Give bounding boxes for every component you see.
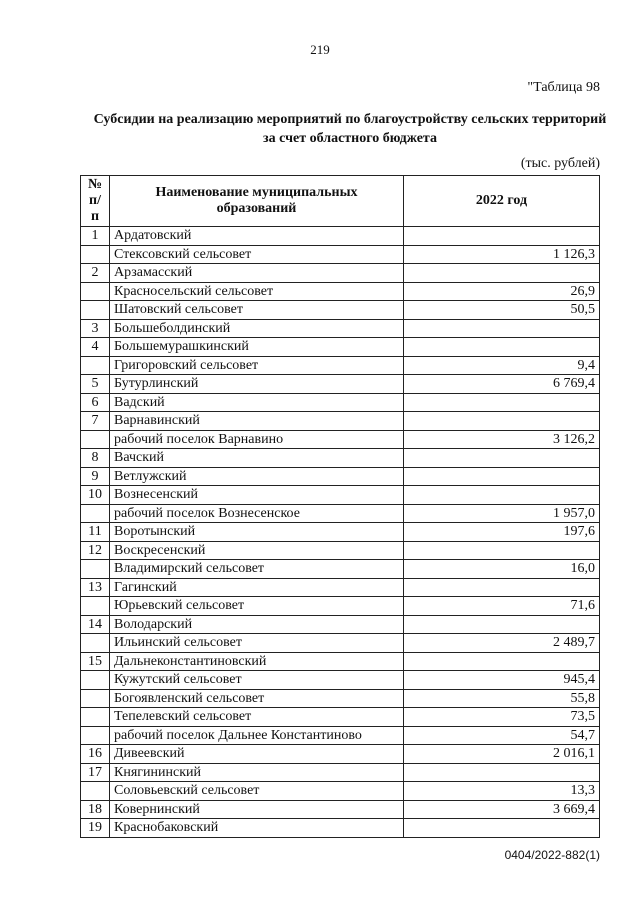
table-row	[81, 541, 600, 560]
row-number	[81, 430, 110, 449]
row-value	[404, 578, 600, 597]
row-value	[404, 412, 600, 431]
row-name: Ковернинский	[110, 800, 404, 819]
row-value: 197,6	[404, 523, 600, 542]
row-value: 50,5	[404, 301, 600, 320]
header-num: № п/п	[81, 176, 110, 227]
row-name: Княгининский	[110, 763, 404, 782]
row-value	[404, 449, 600, 468]
row-value: 54,7	[404, 726, 600, 745]
row-name: Володарский	[110, 615, 404, 634]
row-name: Дальнеконстантиновский	[110, 652, 404, 671]
row-value	[404, 467, 600, 486]
row-value: 71,6	[404, 597, 600, 616]
row-number	[81, 504, 110, 523]
table-row	[81, 763, 600, 782]
row-number: 5	[81, 375, 110, 394]
row-number	[81, 245, 110, 264]
table-row	[81, 486, 600, 505]
page-number: 219	[310, 42, 330, 57]
row-number: 7	[81, 412, 110, 431]
row-name: Тепелевский сельсовет	[110, 708, 404, 727]
row-name: Краснобаковский	[110, 819, 404, 838]
table-row	[81, 634, 600, 653]
row-number: 2	[81, 264, 110, 283]
row-number: 3	[81, 319, 110, 338]
row-value: 6 769,4	[404, 375, 600, 394]
table-row	[81, 800, 600, 819]
table-row	[81, 245, 600, 264]
row-value	[404, 541, 600, 560]
row-number	[81, 634, 110, 653]
row-number	[81, 726, 110, 745]
table-row	[81, 652, 600, 671]
row-number: 13	[81, 578, 110, 597]
row-value	[404, 319, 600, 338]
table-row	[81, 671, 600, 690]
row-value: 13,3	[404, 782, 600, 801]
row-name: Кужутский сельсовет	[110, 671, 404, 690]
row-number: 14	[81, 615, 110, 634]
row-number: 11	[81, 523, 110, 542]
row-value: 16,0	[404, 560, 600, 579]
header-name: Наименование муниципальных образований	[110, 176, 404, 227]
table-row	[81, 782, 600, 801]
row-value	[404, 763, 600, 782]
row-value	[404, 227, 600, 246]
row-number: 4	[81, 338, 110, 357]
row-name: Юрьевский сельсовет	[110, 597, 404, 616]
table-row	[81, 301, 600, 320]
row-number	[81, 597, 110, 616]
table-row	[81, 560, 600, 579]
row-name: Ардатовский	[110, 227, 404, 246]
row-name: Соловьевский сельсовет	[110, 782, 404, 801]
table-row	[81, 375, 600, 394]
row-name: Красносельский сельсовет	[110, 282, 404, 301]
row-name: рабочий поселок Вознесенское	[110, 504, 404, 523]
table-row	[81, 449, 600, 468]
row-value: 2 489,7	[404, 634, 600, 653]
row-value: 73,5	[404, 708, 600, 727]
row-value: 55,8	[404, 689, 600, 708]
row-name: рабочий поселок Дальнее Константиново	[110, 726, 404, 745]
row-name: Ветлужский	[110, 467, 404, 486]
row-number	[81, 282, 110, 301]
row-value: 1 126,3	[404, 245, 600, 264]
table-row	[81, 578, 600, 597]
row-name: Воскресенский	[110, 541, 404, 560]
row-number	[81, 782, 110, 801]
row-number: 16	[81, 745, 110, 764]
row-number: 9	[81, 467, 110, 486]
table-row	[81, 467, 600, 486]
row-value: 2 016,1	[404, 745, 600, 764]
row-name: Большеболдинский	[110, 319, 404, 338]
row-value: 9,4	[404, 356, 600, 375]
row-name: рабочий поселок Варнавино	[110, 430, 404, 449]
table-row	[81, 615, 600, 634]
row-name: Ильинский сельсовет	[110, 634, 404, 653]
row-name: Богоявленский сельсовет	[110, 689, 404, 708]
row-number: 19	[81, 819, 110, 838]
row-number: 8	[81, 449, 110, 468]
table-header-row	[81, 176, 600, 227]
table-body	[81, 227, 600, 838]
row-value	[404, 264, 600, 283]
row-value	[404, 615, 600, 634]
document-title: Субсидии на реализацию мероприятий по благоустройству сельских территорий за счет областного бюджета	[93, 112, 607, 146]
table-row	[81, 819, 600, 838]
row-number	[81, 671, 110, 690]
table-row	[81, 338, 600, 357]
row-value: 1 957,0	[404, 504, 600, 523]
table-label: "Таблица 98	[527, 80, 600, 95]
table-row	[81, 319, 600, 338]
row-value	[404, 652, 600, 671]
row-name: Стексовский сельсовет	[110, 245, 404, 264]
row-number: 18	[81, 800, 110, 819]
row-value	[404, 819, 600, 838]
table-row	[81, 412, 600, 431]
header-year: 2022 год	[404, 176, 600, 227]
table-row	[81, 264, 600, 283]
table-row	[81, 726, 600, 745]
row-number	[81, 301, 110, 320]
row-number: 17	[81, 763, 110, 782]
table-row	[81, 356, 600, 375]
row-name: Шатовский сельсовет	[110, 301, 404, 320]
row-number	[81, 356, 110, 375]
row-number: 6	[81, 393, 110, 412]
table-row	[81, 597, 600, 616]
table-row	[81, 282, 600, 301]
row-name: Владимирский сельсовет	[110, 560, 404, 579]
row-name: Дивеевский	[110, 745, 404, 764]
row-value	[404, 338, 600, 357]
row-value: 3 669,4	[404, 800, 600, 819]
table-row	[81, 689, 600, 708]
units-label: (тыс. рублей)	[520, 156, 600, 171]
row-number	[81, 560, 110, 579]
row-name: Гагинский	[110, 578, 404, 597]
row-number	[81, 689, 110, 708]
row-name: Григоровский сельсовет	[110, 356, 404, 375]
row-name: Варнавинский	[110, 412, 404, 431]
table-row	[81, 745, 600, 764]
row-number: 12	[81, 541, 110, 560]
table-row	[81, 523, 600, 542]
subsidy-table	[80, 175, 600, 838]
row-number	[81, 708, 110, 727]
row-name: Вадский	[110, 393, 404, 412]
row-name: Вачский	[110, 449, 404, 468]
row-name: Вознесенский	[110, 486, 404, 505]
table-row	[81, 430, 600, 449]
table-row	[81, 227, 600, 246]
row-number: 1	[81, 227, 110, 246]
row-name: Воротынский	[110, 523, 404, 542]
document-code: 0404/2022-882(1)	[504, 848, 600, 862]
row-value: 3 126,2	[404, 430, 600, 449]
row-value	[404, 486, 600, 505]
row-number: 10	[81, 486, 110, 505]
row-name: Арзамасский	[110, 264, 404, 283]
row-name: Большемурашкинский	[110, 338, 404, 357]
row-value	[404, 393, 600, 412]
table-row	[81, 504, 600, 523]
table-row	[81, 708, 600, 727]
row-name: Бутурлинский	[110, 375, 404, 394]
table-row	[81, 393, 600, 412]
row-value: 26,9	[404, 282, 600, 301]
row-value: 945,4	[404, 671, 600, 690]
row-number: 15	[81, 652, 110, 671]
